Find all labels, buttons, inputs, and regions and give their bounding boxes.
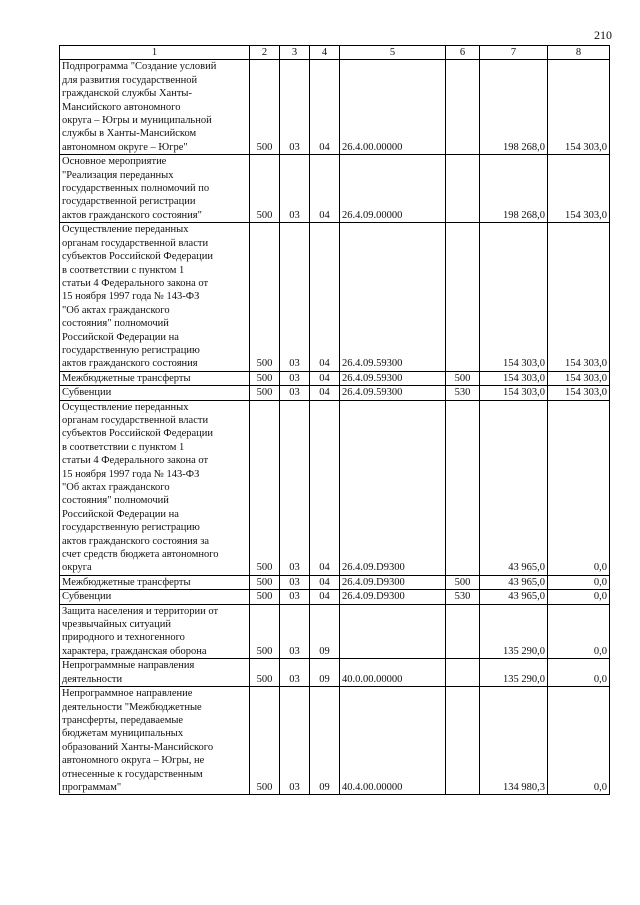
section-code: 03 [280, 60, 310, 155]
amount-year-1: 43 965,0 [480, 575, 548, 589]
description-line: Российской Федерации на [62, 331, 179, 343]
description-line: Непрограммное направление [62, 688, 193, 700]
column-header: 2 [250, 46, 280, 60]
table-row [60, 659, 610, 687]
target-article-code: 26.4.09.D9300 [340, 590, 446, 604]
description-line: программам" [62, 781, 122, 793]
amount-year-2: 0,0 [548, 590, 610, 604]
description-line: Российской Федерации на [62, 508, 179, 520]
expense-type-code [446, 400, 480, 575]
expense-type-code [446, 604, 480, 659]
subsection-code: 09 [310, 687, 340, 795]
subsection-code: 04 [310, 371, 340, 385]
subsection-code: 04 [310, 60, 340, 155]
row-description [60, 575, 250, 589]
chapter-code: 500 [250, 371, 280, 385]
amount-year-2: 0,0 [548, 575, 610, 589]
description-line: государственную регистрацию [62, 522, 200, 534]
description-line: чрезвычайных ситуаций [62, 619, 171, 631]
row-description [60, 386, 250, 400]
column-header: 8 [548, 46, 610, 60]
row-description [60, 155, 250, 223]
amount-year-1: 154 303,0 [480, 386, 548, 400]
row-description [60, 659, 250, 687]
target-article-code: 26.4.09.00000 [340, 155, 446, 223]
chapter-code: 500 [250, 659, 280, 687]
description-line: для развития государственной [62, 74, 198, 86]
subsection-code: 04 [310, 223, 340, 371]
description-line: округа [62, 562, 92, 574]
target-article-code: 26.4.00.00000 [340, 60, 446, 155]
description-line: Непрограммные направления [62, 660, 195, 672]
subsection-code: 04 [310, 590, 340, 604]
description-line: автономного округа – Югры, не [62, 755, 205, 767]
target-article-code: 40.0.00.00000 [340, 659, 446, 687]
subsection-code: 04 [310, 400, 340, 575]
column-header: 1 [60, 46, 250, 60]
chapter-code: 500 [250, 60, 280, 155]
column-header: 5 [340, 46, 446, 60]
chapter-code: 500 [250, 400, 280, 575]
expense-type-code: 500 [446, 575, 480, 589]
amount-year-1: 154 303,0 [480, 223, 548, 371]
amount-year-2: 154 303,0 [548, 223, 610, 371]
description-line: в соответствии с пунктом 1 [62, 264, 185, 276]
target-article-code: 26.4.09.D9300 [340, 400, 446, 575]
table-row [60, 386, 610, 400]
description-line: "Реализация переданных [62, 169, 174, 181]
row-description [60, 687, 250, 795]
description-line: статьи 4 Федерального закона от [62, 277, 209, 289]
description-line: счет средств бюджета автономного [62, 549, 219, 561]
section-code: 03 [280, 590, 310, 604]
column-header: 7 [480, 46, 548, 60]
table-row [60, 687, 610, 795]
chapter-code: 500 [250, 590, 280, 604]
chapter-code: 500 [250, 155, 280, 223]
description-line: Мансийского автономного [62, 101, 181, 113]
expense-type-code: 530 [446, 590, 480, 604]
subsection-code: 04 [310, 386, 340, 400]
amount-year-1: 43 965,0 [480, 590, 548, 604]
description-line: службы в Ханты-Мансийском [62, 128, 197, 140]
column-header: 6 [446, 46, 480, 60]
amount-year-1: 135 290,0 [480, 659, 548, 687]
chapter-code: 500 [250, 575, 280, 589]
amount-year-1: 198 268,0 [480, 155, 548, 223]
chapter-code: 500 [250, 223, 280, 371]
description-line: Осуществление переданных [62, 401, 189, 413]
description-line: бюджетам муниципальных [62, 728, 184, 740]
amount-year-2: 154 303,0 [548, 371, 610, 385]
table-row [60, 60, 610, 155]
description-line: актов гражданского состояния [62, 358, 198, 370]
description-line: Межбюджетные трансферты [62, 372, 191, 384]
description-line: Защита населения и территории от [62, 605, 219, 617]
expense-type-code: 530 [446, 386, 480, 400]
table-row [60, 590, 610, 604]
target-article-code: 26.4.09.D9300 [340, 575, 446, 589]
amount-year-2: 154 303,0 [548, 60, 610, 155]
row-description [60, 604, 250, 659]
amount-year-2: 154 303,0 [548, 386, 610, 400]
target-article-code: 26.4.09.59300 [340, 386, 446, 400]
table-row [60, 400, 610, 575]
section-code: 03 [280, 400, 310, 575]
section-code: 03 [280, 659, 310, 687]
description-line: в соответствии с пунктом 1 [62, 441, 185, 453]
description-line: 15 ноября 1997 года № 143-ФЗ [62, 291, 200, 303]
section-code: 03 [280, 223, 310, 371]
expense-type-code [446, 223, 480, 371]
description-line: деятельности "Межбюджетные [62, 701, 202, 713]
description-line: актов гражданского состояния" [62, 209, 202, 221]
row-description [60, 400, 250, 575]
section-code: 03 [280, 386, 310, 400]
column-header: 4 [310, 46, 340, 60]
page-number: 210 [594, 28, 612, 42]
row-description [60, 223, 250, 371]
description-line: состояния" полномочий [62, 318, 169, 330]
expense-type-code: 500 [446, 371, 480, 385]
description-line: Осуществление переданных [62, 224, 189, 236]
description-line: природного и техногенного [62, 632, 185, 644]
expense-type-code [446, 155, 480, 223]
table-row [60, 575, 610, 589]
description-line: Основное мероприятие [62, 156, 167, 168]
description-line: гражданской службы Ханты- [62, 88, 192, 100]
row-description [60, 590, 250, 604]
description-line: органам государственной власти [62, 414, 209, 426]
amount-year-1: 134 980,3 [480, 687, 548, 795]
table-row [60, 371, 610, 385]
amount-year-2: 154 303,0 [548, 155, 610, 223]
description-line: Подпрограмма "Создание условий [62, 61, 217, 73]
table-row [60, 155, 610, 223]
amount-year-2: 0,0 [548, 604, 610, 659]
table-header-row [60, 46, 610, 60]
description-line: государственной регистрации [62, 196, 196, 208]
row-description [60, 371, 250, 385]
description-line: актов гражданского состояния за [62, 535, 210, 547]
description-line: округа – Югры и муниципальной [62, 115, 212, 127]
description-line: деятельности [62, 673, 123, 685]
description-line: субъектов Российской Федерации [62, 428, 214, 440]
row-description [60, 60, 250, 155]
subsection-code: 04 [310, 155, 340, 223]
section-code: 03 [280, 604, 310, 659]
expense-type-code [446, 687, 480, 795]
description-line: "Об актах гражданского [62, 482, 170, 493]
description-line: образований Ханты-Мансийского [62, 741, 214, 753]
amount-year-2: 0,0 [548, 659, 610, 687]
description-line: государственную регистрацию [62, 344, 200, 356]
description-line: статьи 4 Федерального закона от [62, 455, 209, 467]
section-code: 03 [280, 687, 310, 795]
section-code: 03 [280, 575, 310, 589]
target-article-code [340, 604, 446, 659]
description-line: государственных полномочий по [62, 183, 210, 195]
amount-year-1: 43 965,0 [480, 400, 548, 575]
description-line: Межбюджетные трансферты [62, 576, 191, 588]
table-row [60, 604, 610, 659]
chapter-code: 500 [250, 386, 280, 400]
subsection-code: 09 [310, 604, 340, 659]
expense-type-code [446, 659, 480, 687]
subsection-code: 04 [310, 575, 340, 589]
expense-type-code [446, 60, 480, 155]
amount-year-1: 198 268,0 [480, 60, 548, 155]
description-line: состояния" полномочий [62, 495, 169, 507]
description-line: 15 ноября 1997 года № 143-ФЗ [62, 468, 200, 480]
subsection-code: 09 [310, 659, 340, 687]
section-code: 03 [280, 155, 310, 223]
target-article-code: 26.4.09.59300 [340, 371, 446, 385]
section-code: 03 [280, 371, 310, 385]
target-article-code: 26.4.09.59300 [340, 223, 446, 371]
description-line: "Об актах гражданского [62, 304, 170, 316]
description-line: трансферты, передаваемые [62, 714, 184, 726]
description-line: Субвенции [62, 387, 112, 399]
amount-year-1: 154 303,0 [480, 371, 548, 385]
table-row [60, 223, 610, 371]
chapter-code: 500 [250, 604, 280, 659]
amount-year-2: 0,0 [548, 400, 610, 575]
description-line: автономном округе – Югре" [62, 141, 188, 153]
amount-year-1: 135 290,0 [480, 604, 548, 659]
budget-table [59, 45, 610, 795]
column-header: 3 [280, 46, 310, 60]
target-article-code: 40.4.00.00000 [340, 687, 446, 795]
description-line: характера, гражданская оборона [62, 645, 207, 657]
description-line: отнесенные к государственным [62, 768, 203, 780]
description-line: Субвенции [62, 591, 112, 603]
description-line: органам государственной власти [62, 237, 209, 249]
description-line: субъектов Российской Федерации [62, 251, 214, 263]
amount-year-2: 0,0 [548, 687, 610, 795]
chapter-code: 500 [250, 687, 280, 795]
